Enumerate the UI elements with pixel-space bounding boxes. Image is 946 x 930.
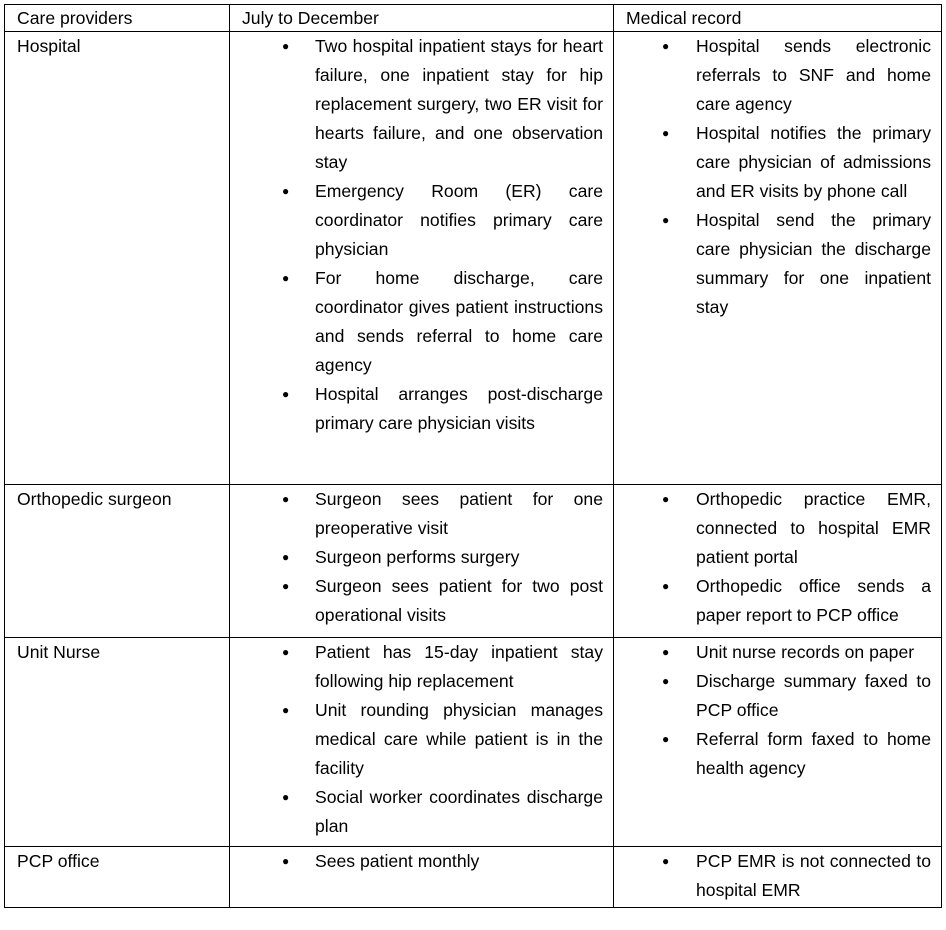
header-july-to-december: July to December [230,5,614,32]
list-item [242,264,603,380]
record-cell [614,847,942,908]
list-item [242,783,603,841]
header-row [5,5,942,32]
list-item-text: Hospital notifies the primary care physician of admissions and ER visits by phone call [696,123,931,201]
record-cell [614,638,942,847]
list-item-text: Two hospital inpatient stays for heart failure, one inpatient stay for hip replacement surgery, two ER visit for hearts failure, and one observation stay [315,36,603,172]
header-medical-record: Medical record [614,5,942,32]
period-bullet-list [242,847,603,876]
list-item [626,638,931,667]
list-item-text: Orthopedic office sends a paper report to PCP office [696,576,931,625]
list-item [242,485,603,543]
record-bullet-list [626,485,931,630]
list-item [242,638,603,696]
list-item-text: Surgeon performs surgery [315,547,520,567]
list-item [242,543,603,572]
list-item-text: Unit rounding physician manages medical care while patient is in the facility [315,700,603,778]
bullet-icon: ● [662,213,670,227]
period-cell [230,32,614,485]
bullet-icon: ● [662,39,670,53]
list-item [626,485,931,572]
list-item [626,32,931,119]
list-item [242,32,603,177]
period-cell [230,485,614,638]
bullet-icon: ● [662,732,670,746]
bullet-icon: ● [282,703,290,717]
list-item [242,696,603,783]
list-item-text: Unit nurse records on paper [696,642,915,662]
provider-cell: Unit Nurse [5,638,230,847]
bullet-icon: ● [662,645,670,659]
list-item [242,177,603,264]
bullet-icon: ● [282,492,290,506]
table-row-pcp-office [5,847,942,908]
bullet-icon: ● [282,39,290,53]
list-item-text: Social worker coordinates discharge plan [315,787,603,836]
bullet-icon: ● [282,645,290,659]
list-item-text: For home discharge, care coordinator gives patient instructions and sends referral to home care agency [315,268,603,375]
list-item [626,572,931,630]
table-row-orthopedic-surgeon [5,485,942,638]
list-item-text: Hospital arranges post-discharge primary care physician visits [315,384,603,433]
list-item [242,572,603,630]
care-coordination-table [4,4,942,908]
bullet-icon: ● [662,674,670,688]
list-item-text: Emergency Room (ER) care coordinator notifies primary care physician [315,181,603,259]
bullet-icon: ● [282,790,290,804]
list-item [626,119,931,206]
list-item-text: Hospital sends electronic referrals to SNF and home care agency [696,36,931,114]
record-cell [614,32,942,485]
bullet-icon: ● [282,184,290,198]
bullet-icon: ● [282,271,290,285]
list-item-text: Referral form faxed to home health agency [696,729,931,778]
period-cell [230,638,614,847]
bullet-icon: ● [282,579,290,593]
period-bullet-list [242,638,603,841]
list-item [626,725,931,783]
list-item-text: Discharge summary faxed to PCP office [696,671,931,720]
header-care-providers: Care providers [5,5,230,32]
bullet-icon: ● [282,387,290,401]
record-bullet-list [626,847,931,905]
list-item-text: Hospital send the primary care physician the discharge summary for one inpatient stay [696,210,931,317]
list-item-text: Surgeon sees patient for two post operational visits [315,576,603,625]
bullet-icon: ● [282,854,290,868]
record-bullet-list [626,638,931,783]
table-row-hospital [5,32,942,485]
list-item [626,667,931,725]
list-item [242,380,603,438]
record-bullet-list [626,32,931,322]
list-item [626,206,931,322]
list-item-text: Patient has 15-day inpatient stay following hip replacement [315,642,603,691]
list-item [242,847,603,876]
bullet-icon: ● [282,550,290,564]
period-cell [230,847,614,908]
provider-cell: Orthopedic surgeon [5,485,230,638]
period-bullet-list [242,485,603,630]
bullet-icon: ● [662,126,670,140]
record-cell [614,485,942,638]
table-row-unit-nurse [5,638,942,847]
list-item [626,847,931,905]
list-item-text: Surgeon sees patient for one preoperative visit [315,489,603,538]
bullet-icon: ● [662,492,670,506]
provider-cell: Hospital [5,32,230,485]
period-bullet-list [242,32,603,438]
list-item-text: Orthopedic practice EMR, connected to hospital EMR patient portal [696,489,931,567]
provider-cell: PCP office [5,847,230,908]
list-item-text: Sees patient monthly [315,851,480,871]
bullet-icon: ● [662,854,670,868]
bullet-icon: ● [662,579,670,593]
list-item-text: PCP EMR is not connected to hospital EMR [696,851,931,900]
